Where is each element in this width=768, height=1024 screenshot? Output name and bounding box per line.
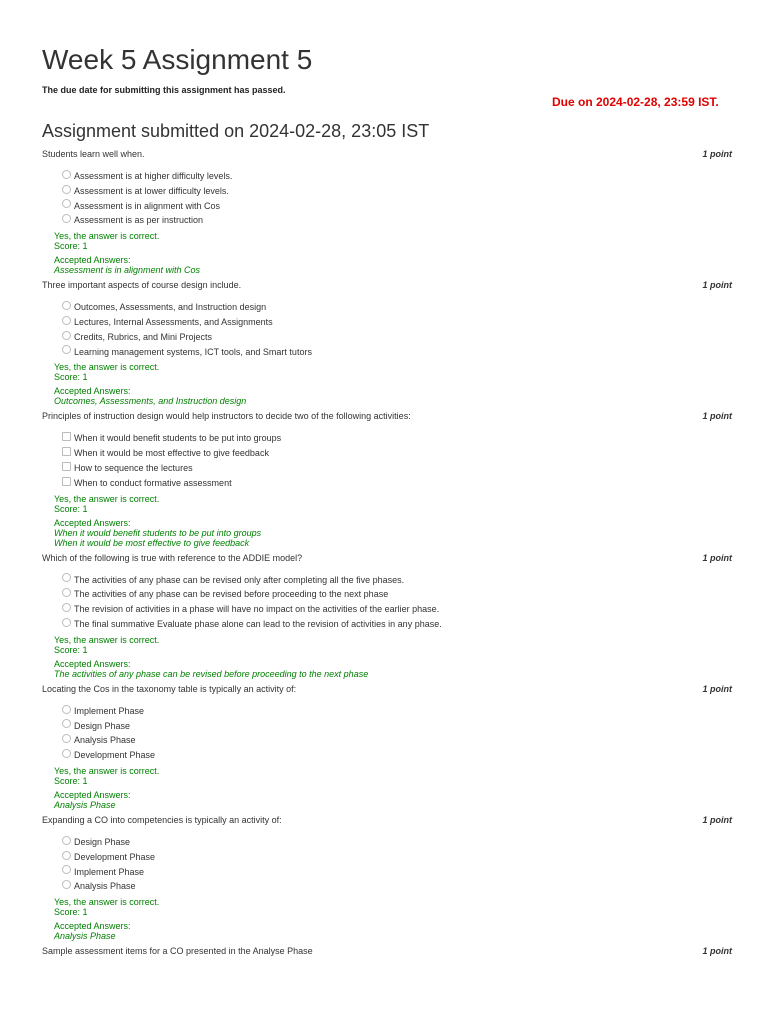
question-text: Three important aspects of course design include. bbox=[42, 280, 242, 291]
checkbox-icon[interactable] bbox=[62, 477, 71, 486]
accepted-answer: Outcomes, Assessments, and Instruction design bbox=[54, 396, 247, 407]
radio-icon[interactable] bbox=[62, 331, 71, 340]
radio-icon[interactable] bbox=[62, 749, 71, 758]
question-block bbox=[42, 683, 732, 810]
radio-icon[interactable] bbox=[62, 836, 71, 845]
option-label: Assessment is at lower difficulty levels. bbox=[74, 185, 229, 196]
feedback-text: Yes, the answer is correct. bbox=[54, 765, 160, 776]
due-date: Due on 2024-02-28, 23:59 IST. bbox=[552, 95, 719, 109]
radio-icon[interactable] bbox=[62, 573, 71, 582]
radio-icon[interactable] bbox=[62, 588, 71, 597]
score-text: Score: 1 bbox=[54, 644, 88, 655]
score-text: Score: 1 bbox=[54, 372, 88, 383]
question-list bbox=[42, 148, 732, 957]
option-list bbox=[62, 835, 732, 894]
radio-icon[interactable] bbox=[62, 719, 71, 728]
answer-feedback bbox=[54, 897, 732, 941]
option-list bbox=[62, 573, 732, 632]
radio-icon[interactable] bbox=[62, 705, 71, 714]
question-text: Principles of instruction design would help instructors to decide two of the following activities: bbox=[42, 411, 411, 422]
radio-option[interactable] bbox=[62, 704, 732, 719]
feedback-text: Yes, the answer is correct. bbox=[54, 634, 160, 645]
question-points: 1 point bbox=[702, 814, 732, 825]
radio-icon[interactable] bbox=[62, 301, 71, 310]
accepted-answers-label: Accepted Answers: bbox=[54, 921, 131, 932]
score-text: Score: 1 bbox=[54, 241, 88, 252]
option-label: Analysis Phase bbox=[74, 735, 136, 746]
option-label: When it would benefit students to be put into groups bbox=[74, 433, 282, 444]
radio-icon[interactable] bbox=[62, 865, 71, 874]
radio-option[interactable] bbox=[62, 300, 732, 315]
radio-option[interactable] bbox=[62, 733, 732, 748]
question-points: 1 point bbox=[702, 552, 732, 563]
option-label: How to sequence the lectures bbox=[74, 462, 193, 473]
option-label: The activities of any phase can be revised before proceeding to the next phase bbox=[74, 589, 389, 600]
radio-option[interactable] bbox=[62, 315, 732, 330]
checkbox-icon[interactable] bbox=[62, 447, 71, 456]
question-points: 1 point bbox=[702, 946, 732, 957]
accepted-answer: When it would benefit students to be put into groups bbox=[54, 527, 262, 538]
question-text: Locating the Cos in the taxonomy table is typically an activity of: bbox=[42, 683, 297, 694]
radio-icon[interactable] bbox=[62, 734, 71, 743]
checkbox-option[interactable] bbox=[62, 461, 732, 476]
submission-status: Assignment submitted on 2024-02-28, 23:05 IST bbox=[42, 121, 430, 141]
option-label: When to conduct formative assessment bbox=[74, 477, 232, 488]
radio-option[interactable] bbox=[62, 719, 732, 734]
radio-option[interactable] bbox=[62, 850, 732, 865]
option-label: The final summative Evaluate phase alone can lead to the revision of activities in any phase. bbox=[74, 618, 442, 629]
question-points: 1 point bbox=[702, 149, 732, 159]
option-list bbox=[62, 300, 732, 359]
option-label: The revision of activities in a phase will have no impact on the activities of the earlier phase. bbox=[74, 604, 440, 615]
question-block bbox=[42, 148, 732, 275]
option-label: Assessment is at higher difficulty levels. bbox=[74, 171, 233, 181]
question-points: 1 point bbox=[702, 280, 732, 291]
score-text: Score: 1 bbox=[54, 907, 88, 918]
option-label: Assessment is as per instruction bbox=[74, 215, 204, 226]
radio-icon[interactable] bbox=[62, 345, 71, 354]
question-points: 1 point bbox=[702, 411, 732, 422]
answer-feedback bbox=[54, 362, 732, 406]
option-list bbox=[62, 704, 732, 763]
radio-option[interactable] bbox=[62, 865, 732, 880]
accepted-answers-label: Accepted Answers: bbox=[54, 789, 131, 800]
answer-feedback bbox=[54, 635, 732, 679]
option-label: When it would be most effective to give feedback bbox=[74, 448, 269, 459]
accepted-answer: When it would be most effective to give feedback bbox=[54, 537, 250, 548]
radio-option[interactable] bbox=[62, 835, 732, 850]
feedback-text: Yes, the answer is correct. bbox=[54, 362, 160, 373]
option-label: Implement Phase bbox=[74, 705, 145, 716]
radio-icon[interactable] bbox=[62, 880, 71, 889]
accepted-answer: Analysis Phase bbox=[54, 931, 116, 942]
checkbox-option[interactable] bbox=[62, 431, 732, 446]
radio-option[interactable] bbox=[62, 602, 732, 617]
accepted-answer: The activities of any phase can be revised before proceeding to the next phase bbox=[54, 668, 369, 679]
accepted-answers-label: Accepted Answers: bbox=[54, 386, 131, 397]
option-label: Outcomes, Assessments, and Instruction design bbox=[74, 302, 267, 313]
radio-icon[interactable] bbox=[62, 214, 71, 223]
radio-option[interactable] bbox=[62, 587, 732, 602]
radio-icon[interactable] bbox=[62, 185, 71, 194]
question-block bbox=[42, 279, 732, 406]
question-block bbox=[42, 552, 732, 679]
option-label: Implement Phase bbox=[74, 866, 145, 877]
accepted-answer: Assessment is in alignment with Cos bbox=[54, 265, 201, 276]
score-text: Score: 1 bbox=[54, 503, 88, 514]
radio-option[interactable] bbox=[62, 330, 732, 345]
option-label: Development Phase bbox=[74, 851, 156, 862]
accepted-answers-label: Accepted Answers: bbox=[54, 517, 131, 528]
accepted-answers-label: Accepted Answers: bbox=[54, 658, 131, 669]
question-text: Sample assessment items for a CO presented in the Analyse Phase bbox=[42, 946, 313, 957]
feedback-text: Yes, the answer is correct. bbox=[54, 231, 160, 242]
page-title: Week 5 Assignment 5 bbox=[42, 44, 313, 75]
radio-icon[interactable] bbox=[62, 170, 71, 179]
question-block bbox=[42, 945, 732, 957]
question-text: Expanding a CO into competencies is typically an activity of: bbox=[42, 814, 282, 825]
accepted-answer: Analysis Phase bbox=[54, 799, 116, 810]
option-list bbox=[62, 169, 732, 228]
checkbox-icon[interactable] bbox=[62, 432, 71, 441]
option-list bbox=[62, 431, 732, 490]
option-label: Learning management systems, ICT tools, and Smart tutors bbox=[74, 346, 312, 357]
feedback-text: Yes, the answer is correct. bbox=[54, 493, 160, 504]
radio-option[interactable] bbox=[62, 879, 732, 894]
option-label: Development Phase bbox=[74, 750, 156, 761]
answer-feedback bbox=[54, 494, 732, 548]
option-label: Lectures, Internal Assessments, and Assignments bbox=[74, 316, 273, 327]
checkbox-icon[interactable] bbox=[62, 462, 71, 471]
checkbox-option[interactable] bbox=[62, 476, 732, 491]
score-text: Score: 1 bbox=[54, 775, 88, 786]
radio-option[interactable] bbox=[62, 199, 732, 214]
radio-option[interactable] bbox=[62, 169, 732, 184]
option-label: Credits, Rubrics, and Mini Projects bbox=[74, 331, 213, 342]
radio-option[interactable] bbox=[62, 617, 732, 632]
radio-option[interactable] bbox=[62, 748, 732, 763]
checkbox-option[interactable] bbox=[62, 446, 732, 461]
question-text: Which of the following is true with reference to the ADDIE model? bbox=[42, 552, 303, 563]
radio-icon[interactable] bbox=[62, 603, 71, 612]
question-points: 1 point bbox=[702, 683, 732, 694]
question-text: Students learn well when. bbox=[42, 149, 145, 159]
option-label: The activities of any phase can be revised only after completing all the five phases. bbox=[74, 574, 405, 585]
radio-option[interactable] bbox=[62, 345, 732, 360]
feedback-text: Yes, the answer is correct. bbox=[54, 897, 160, 908]
answer-feedback bbox=[54, 766, 732, 810]
answer-feedback bbox=[54, 231, 732, 275]
due-passed-notice: The due date for submitting this assignment has passed. bbox=[42, 85, 286, 95]
option-label: Design Phase bbox=[74, 720, 131, 731]
radio-icon[interactable] bbox=[62, 618, 71, 627]
option-label: Assessment is in alignment with Cos bbox=[74, 200, 221, 211]
option-label: Analysis Phase bbox=[74, 881, 136, 892]
radio-option[interactable] bbox=[62, 213, 732, 228]
option-label: Design Phase bbox=[74, 836, 131, 847]
radio-option[interactable] bbox=[62, 573, 732, 588]
question-block bbox=[42, 410, 732, 547]
radio-icon[interactable] bbox=[62, 316, 71, 325]
accepted-answers-label: Accepted Answers: bbox=[54, 255, 131, 266]
radio-option[interactable] bbox=[62, 184, 732, 199]
radio-icon[interactable] bbox=[62, 851, 71, 860]
radio-icon[interactable] bbox=[62, 199, 71, 208]
question-block bbox=[42, 814, 732, 941]
